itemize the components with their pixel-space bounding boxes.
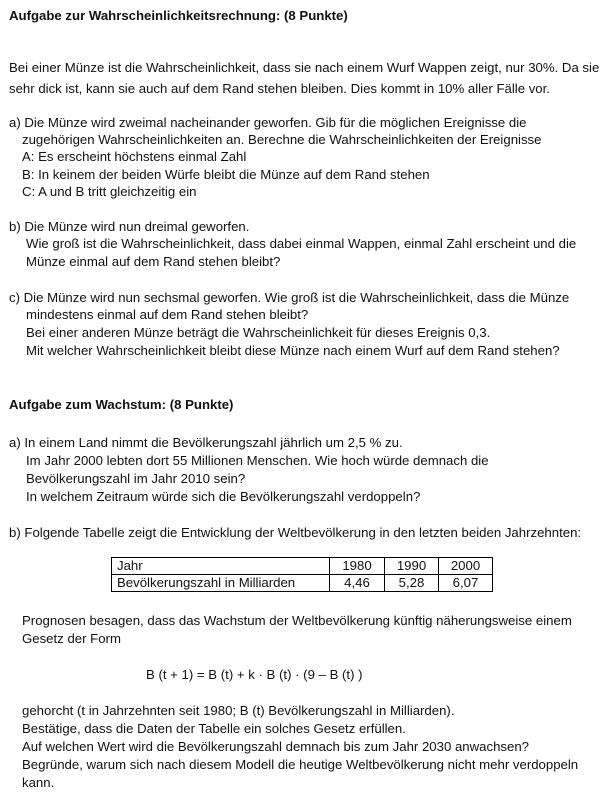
task1-title: Aufgabe zur Wahrscheinlichkeitsrechnung: (8 Punkte) [9,8,348,23]
closing-line-5: kann. [22,775,55,790]
table-row [112,558,493,575]
closing-line-1: gehorcht (t in Jahrzehnten seit 1980; B (t) Bevölkerungszahl in Milliarden). [22,703,455,718]
table-cell-year: 1980 [330,558,385,575]
table-row [112,575,493,592]
task2-a-line-3: Bevölkerungszahl im Jahr 2010 sein? [26,471,246,486]
closing-line-3: Auf welchen Wert wird die Bevölkerungszahl demnach bis zum Jahr 2030 anwachsen? [22,739,530,754]
task1-c-line-2: mindestens einmal auf dem Rand stehen bleibt? [26,307,309,322]
table-cell-year: 2000 [439,558,493,575]
table-cell-population: 5,28 [385,575,439,592]
task1-c-line-1: c) Die Münze wird nun sechsmal geworfen. Wie groß ist die Wahrscheinlichkeit, dass die Münze [9,290,570,305]
task1-a-line-5: C: A und B tritt gleichzeitig ein [22,184,197,199]
task1-b-line-2: Wie groß ist die Wahrscheinlichkeit, dass dabei einmal Wappen, einmal Zahl erscheint und die [26,236,577,251]
prognose-line-1: Prognosen besagen, dass das Wachstum der Weltbevölkerung künftig näherungsweise einem [22,613,572,628]
task1-a-line-4: B: In keinem der beiden Würfe bleibt die Münze auf dem Rand stehen [22,167,430,182]
table-label-year: Jahr [112,558,330,575]
table-cell-population: 6,07 [439,575,493,592]
prognose-line-2: Gesetz der Form [22,631,121,646]
task2-a-line-2: Im Jahr 2000 lebten dort 55 Millionen Menschen. Wie hoch würde demnach die [26,453,489,468]
task1-c-line-4: Mit welcher Wahrscheinlichkeit bleibt diese Münze nach einem Wurf auf dem Rand stehen? [26,343,560,358]
closing-line-4: Begründe, warum sich nach diesem Modell die heutige Weltbevölkerung nicht mehr verdoppeln [22,757,579,772]
growth-formula: B (t + 1) = B (t) + k · B (t) · (9 – B (t) ) [146,667,363,682]
task2-a-line-4: In welchem Zeitraum würde sich die Bevölkerungszahl verdoppeln? [26,489,421,504]
task1-a-line-1: a) Die Münze wird zweimal nacheinander geworfen. Gib für die möglichen Ereignisse die [9,115,527,130]
task2-a-line-1: a) In einem Land nimmt die Bevölkerungszahl jährlich um 2,5 % zu. [9,435,403,450]
table-cell-population: 4,46 [330,575,385,592]
task2-b-intro: b) Folgende Tabelle zeigt die Entwicklung der Weltbevölkerung in den letzten beiden Jahrzehnten: [9,525,582,540]
population-table [111,557,493,592]
table-cell-year: 1990 [385,558,439,575]
task1-intro-line-1: Bei einer Münze ist die Wahrscheinlichkeit, dass sie nach einem Wurf Wappen zeigt, nur 30%. Da sie [9,60,600,75]
task1-intro-line-2: sehr dick ist, kann sie auch auf dem Rand stehen bleiben. Dies kommt in 10% aller Fälle vor. [9,81,550,96]
task2-title: Aufgabe zum Wachstum: (8 Punkte) [9,397,234,412]
task1-a-line-2: zugehörigen Wahrscheinlichkeiten an. Berechne die Wahrscheinlichkeiten der Ereignisse [22,132,542,147]
task1-b-line-3: Münze einmal auf dem Rand stehen bleibt? [26,254,281,269]
task1-b-line-1: b) Die Münze wird nun dreimal geworfen. [9,219,250,234]
task1-c-line-3: Bei einer anderen Münze beträgt die Wahrscheinlichkeit für dieses Ereignis 0,3. [26,325,491,340]
closing-line-2: Bestätige, dass die Daten der Tabelle ein solches Gesetz erfüllen. [22,721,406,736]
task1-a-line-3: A: Es erscheint höchstens einmal Zahl [22,149,247,164]
table-label-population: Bevölkerungszahl in Milliarden [112,575,330,592]
